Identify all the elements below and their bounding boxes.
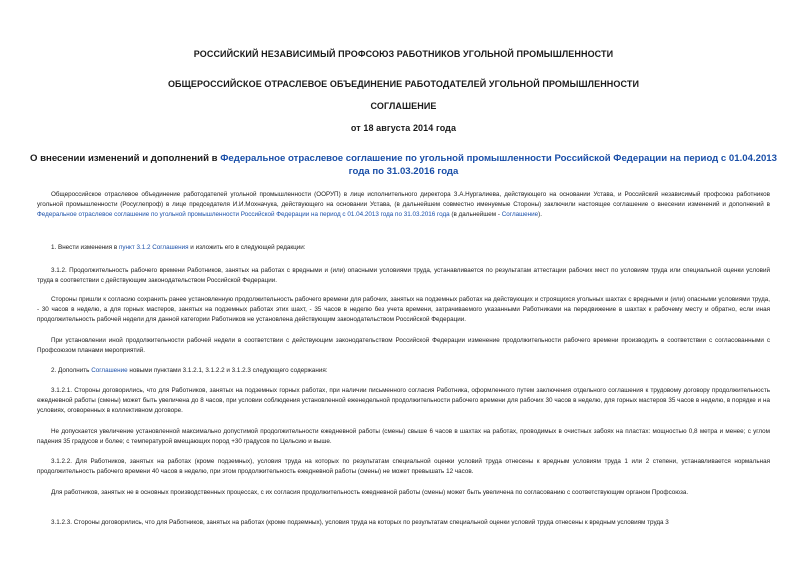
- document-date: от 18 августа 2014 года: [350, 123, 457, 133]
- item-2-paragraph: [37, 366, 770, 376]
- clause-3123-paragraph: 3.1.2.3. Стороны договорились, что для Работников, занятых на работах (кроме подземных), условия труда на которых по результатам специальной оценки условий труда отнесены к вредным условиям труда 3: [51, 519, 669, 526]
- clause-312-link[interactable]: пункт 3.1.2 Соглашения: [118, 244, 189, 251]
- item-1-paragraph: [37, 243, 770, 253]
- intro-text-a: Общероссийское отраслевое объединение работодателей угольной промышленности (ООРУП) в лице исполнительного директора З.А.Нургалиева, действующего на основании Устава, и Российский независимый профсоюз работников угольной промышленности (Росуглепроф) в лице председателя И.И.Мохначука, действующего на основании Устава, (в дальнейшем совместно именуемые Стороны) заключили настоящее соглашение о внесении изменений и дополнений в: [37, 191, 770, 208]
- item-2-text-a: 2. Дополнить: [51, 367, 92, 374]
- document-subject: [30, 152, 777, 178]
- subject-prefix: О внесении изменений и дополнений в: [30, 153, 221, 164]
- other-duration-paragraph: При установлении иной продолжительности рабочей недели в соответствии с действующим законодательством Российской Федерации изменение продолжительности рабочего времени производить в соответствии с согласованными с Профсоюзом планами мероприятий.: [37, 337, 770, 354]
- intro-paragraph: [37, 190, 770, 220]
- item-1-text-a: 1. Внести изменения в: [51, 244, 119, 251]
- non-main-process-paragraph: Для работников, занятых не в основных производственных процессах, с их согласия продолжительность ежедневной работы (смены) может быть увеличена по согласованию с соответствующим органом Профсоюза.: [51, 489, 689, 496]
- intro-text-b: (в дальнейшем -: [449, 211, 502, 218]
- clause-3122-paragraph: 3.1.2.2. Для Работников, занятых на работах (кроме подземных), условия труда на которых по результатам специальной оценки условий труда отнесены к вредным условиям труда 1 или 2 степени, устанавливается нормальная продолжительность рабочего времени 40 часов в неделю, при этом продолжительность ежедневной работы (смены) не может превышать 12 часов.: [37, 458, 770, 475]
- intro-soglashenie-link[interactable]: Соглашение: [501, 211, 539, 218]
- clause-3121-paragraph: 3.1.2.1. Стороны договорились, что для Работников, занятых на подземных горных работах, при наличии письменного согласия Работника, оформленного путем заключения отдельного соглашения к трудовому договору продолжительность ежедневной работы (смены) может быть увеличена до 8 часов, при условии соблюдения установленной еженедельной продолжительности рабочего времени для рабочих 30 часов в неделю, для горных мастеров 35 часов в неделю, в порядке и на условиях, оговоренных в коллективном договоре.: [37, 387, 770, 414]
- document-type: СОГЛАШЕНИЕ: [370, 101, 437, 111]
- item-1-text-b: и изложить его в следующей редакции:: [188, 244, 306, 251]
- sides-agreement-paragraph: Стороны пришли к согласию сохранить ранее установленную продолжительность рабочего времени для рабочих, занятых на подземных работах на действующих и строящихся угольных шахтах с вредными и (или) опасными условиями труда, - 30 часов в неделю, а для горных мастеров, занятых на подземных работах этих шахт, - 35 часов в неделю без учета времени, затрачиваемого указанными Работниками на передвижение в шахтах к рабочему месту и обратно, если иная продолжительность рабочей недели для данной категории Работников не установлена действующим законодательством Российской Федерации.: [37, 296, 770, 323]
- clause-312-paragraph: 3.1.2. Продолжительность рабочего времени Работников, занятых на работах с вредными и (или) опасными условиями труда, устанавливается по результатам аттестации рабочих мест по условиям труда или специальной оценки условий труда в соответствии с действующим законодательством Российской Федерации.: [37, 267, 770, 284]
- agreement-link[interactable]: Федеральное отраслевое соглашение по угольной промышленности Российской Федерации на период с 01.04.2013 года по 31.03.2016 года: [220, 153, 777, 177]
- intro-text-c: ).: [538, 211, 543, 218]
- soglashenie-link[interactable]: Соглашение: [91, 367, 128, 374]
- item-2-text-b: новыми пунктами 3.1.2.1, 3.1.2.2 и 3.1.2.3 следующего содержания:: [127, 367, 328, 374]
- prohibition-paragraph: Не допускается увеличение установленной максимально допустимой продолжительности ежедневной работы (смены) свыше 6 часов в шахтах на работах, проводимых в очистных забоях на пластах: мощностью 0,8 метра и менее; с углом падения 35 градусов и более; с температурой вмещающих пород +30 градусов по Цельсию и выше.: [37, 428, 770, 445]
- union-title: РОССИЙСКИЙ НЕЗАВИСИМЫЙ ПРОФСОЮЗ РАБОТНИКОВ УГОЛЬНОЙ ПРОМЫШЛЕННОСТИ: [193, 49, 614, 59]
- intro-agreement-link[interactable]: Федеральное отраслевое соглашение по угольной промышленности Российской Федерации на период с 01.04.2013 года по 31.03.2016 года: [37, 211, 450, 218]
- employers-title: ОБЩЕРОССИЙСКОЕ ОТРАСЛЕВОЕ ОБЪЕДИНЕНИЕ РАБОТОДАТЕЛЕЙ УГОЛЬНОЙ ПРОМЫШЛЕННОСТИ: [167, 79, 640, 89]
